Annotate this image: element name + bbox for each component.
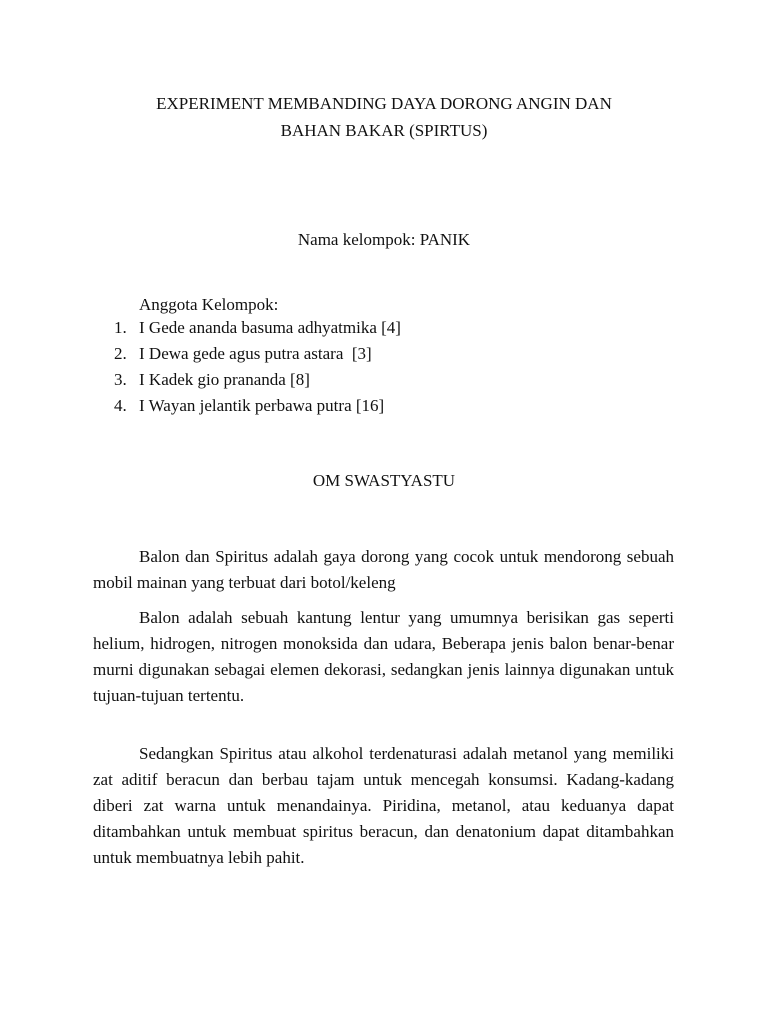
member-name: I Wayan jelantik perbawa putra [16] [139, 396, 385, 415]
list-item [114, 370, 401, 396]
list-number: 3. [114, 370, 127, 389]
member-name: I Dewa gede agus putra astara [3] [139, 344, 372, 363]
members-heading: Anggota Kelompok: [139, 295, 279, 314]
paragraph-spiritus: Sedangkan Spiritus atau alkohol terdenaturasi adalah metanol yang memiliki zat aditif beracun dan berbau tajam untuk mencegah konsumsi. Kadang-kadang diberi zat warna untuk menandainya. Piridina, metanol, atau keduanya dapat ditambahkan untuk membuat spiritus beracun, dan denatonium dapat ditambahkan untuk membuatnya lebih pahit. [93, 744, 674, 867]
paragraph-balloon: Balon adalah sebuah kantung lentur yang umumnya berisikan gas seperti helium, hidrogen, nitrogen monoksida dan udara, Beberapa jenis balon benar-benar murni digunakan sebagai elemen dekorasi, sedangkan jenis lainnya digunakan untuk tujuan-tujuan tertentu. [93, 608, 674, 705]
members-list [114, 318, 401, 422]
group-name: Nama kelompok: PANIK [297, 230, 471, 249]
list-number: 4. [114, 396, 127, 415]
member-name: I Gede ananda basuma adhyatmika [4] [139, 318, 401, 337]
list-item [114, 344, 401, 370]
list-number: 2. [114, 344, 127, 363]
title-line-2: BAHAN BAKAR (SPIRTUS) [280, 121, 488, 140]
greeting: OM SWASTYASTU [312, 471, 456, 490]
paragraph-intro: Balon dan Spiritus adalah gaya dorong yang cocok untuk mendorong sebuah mobil mainan yang terbuat dari botol/keleng [93, 547, 674, 592]
list-number: 1. [114, 318, 127, 337]
list-item [114, 318, 401, 344]
member-name: I Kadek gio prananda [8] [139, 370, 310, 389]
list-item [114, 396, 401, 422]
title-line-1: EXPERIMENT MEMBANDING DAYA DORONG ANGIN DAN [156, 94, 612, 113]
document-title [0, 90, 768, 144]
